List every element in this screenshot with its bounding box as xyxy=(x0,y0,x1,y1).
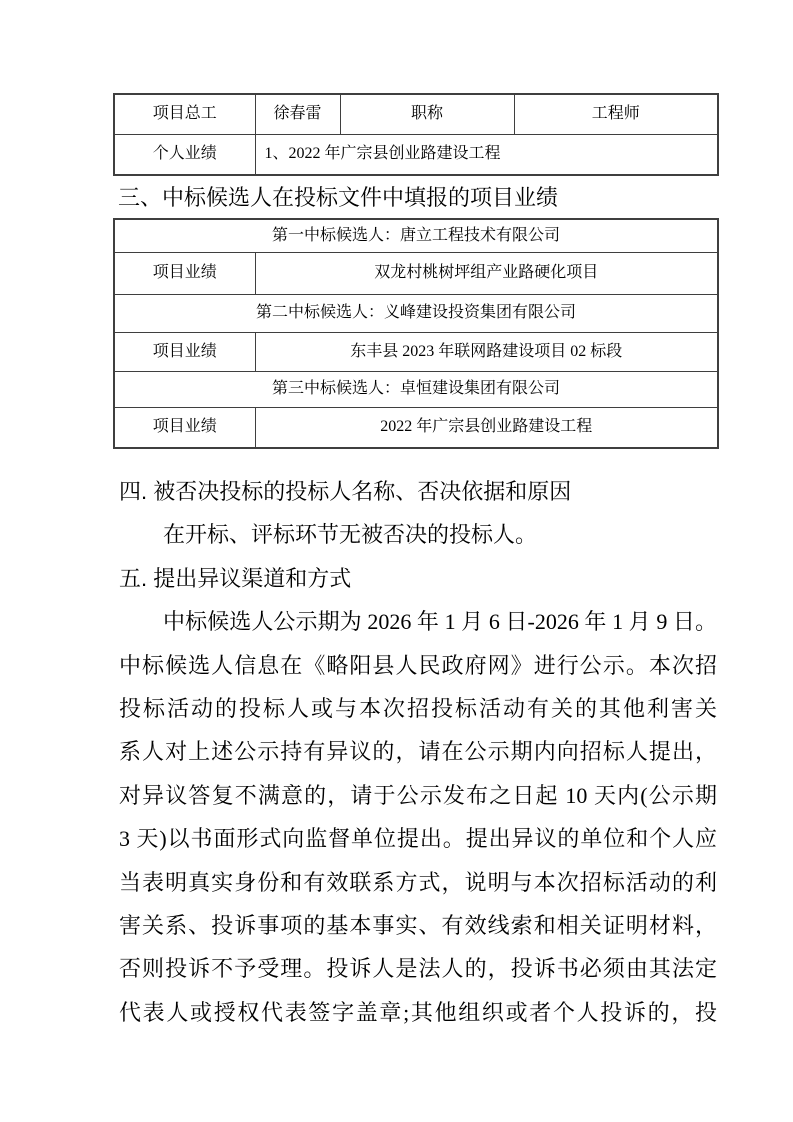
section-four-body: 在开标、评标环节无被否决的投标人。 xyxy=(163,522,538,548)
cell-candidate-3: 第三中标候选人：卓恒建设集团有限公司 xyxy=(114,371,718,407)
cell-record-value-2: 东丰县 2023 年联网路建设项目 02 标段 xyxy=(255,332,718,371)
paragraph-line: 中标候选人信息在《略阳县人民政府网》进行公示。本次招 xyxy=(119,652,717,678)
section-five-heading: 五. 提出异议渠道和方式 xyxy=(119,565,352,591)
cell-record-label-2: 项目业绩 xyxy=(114,332,255,371)
objection-paragraph xyxy=(119,600,717,1034)
sections-four-five xyxy=(119,470,717,1034)
cell-candidate-2: 第二中标候选人：义峰建设投资集团有限公司 xyxy=(114,294,718,332)
table-row xyxy=(114,94,718,134)
section-four-heading: 四. 被否决投标的投标人名称、否决依据和原因 xyxy=(119,479,572,504)
cell-record-value-3: 2022 年广宗县创业路建设工程 xyxy=(255,407,718,448)
paragraph-line: 否则投诉不予受理。投诉人是法人的，投诉书必须由其法定 xyxy=(119,956,717,982)
cell-engineer-name: 徐春雷 xyxy=(255,94,340,134)
table-row xyxy=(114,407,718,448)
cell-record-label-1: 项目业绩 xyxy=(114,252,255,294)
cell-title-value: 工程师 xyxy=(514,94,718,134)
cell-record-value-1: 双龙村桃树坪组产业路硬化项目 xyxy=(255,252,718,294)
paragraph-line: 害关系、投诉事项的基本事实、有效线索和相关证明材料， xyxy=(119,913,717,939)
table-row xyxy=(114,332,718,371)
chief-engineer-table xyxy=(113,93,719,176)
paragraph-line: 当表明真实身份和有效联系方式，说明与本次招标活动的利 xyxy=(119,869,717,895)
table-row xyxy=(114,219,718,252)
cell-role-label: 项目总工 xyxy=(114,94,255,134)
cell-candidate-1: 第一中标候选人：唐立工程技术有限公司 xyxy=(114,219,718,252)
table-row xyxy=(114,134,718,175)
paragraph-line: 中标候选人公示期为 2026 年 1 月 6 日-2026 年 1 月 9 日。 xyxy=(163,609,717,635)
cell-achievement-value: 1、2022 年广宗县创业路建设工程 xyxy=(255,134,718,175)
cell-achievement-label: 个人业绩 xyxy=(114,134,255,175)
cell-title-label: 职称 xyxy=(340,94,514,134)
paragraph-line: 3 天)以书面形式向监督单位提出。提出异议的单位和个人应 xyxy=(119,826,717,852)
table-row xyxy=(114,294,718,332)
paragraph-line: 对异议答复不满意的，请于公示发布之日起 10 天内(公示期 xyxy=(119,782,717,808)
paragraph-line: 系人对上述公示持有异议的，请在公示期内向招标人提出， xyxy=(119,739,717,765)
paragraph-line: 代表人或授权代表签字盖章;其他组织或者个人投诉的，投 xyxy=(119,999,717,1025)
cell-record-label-3: 项目业绩 xyxy=(114,407,255,448)
section-three-heading: 三、中标候选人在投标文件中填报的项目业绩 xyxy=(118,185,559,210)
paragraph-line: 投标活动的投标人或与本次招投标活动有关的其他利害关 xyxy=(119,696,717,722)
candidates-table xyxy=(113,218,719,449)
table-row xyxy=(114,371,718,407)
table-row xyxy=(114,252,718,294)
